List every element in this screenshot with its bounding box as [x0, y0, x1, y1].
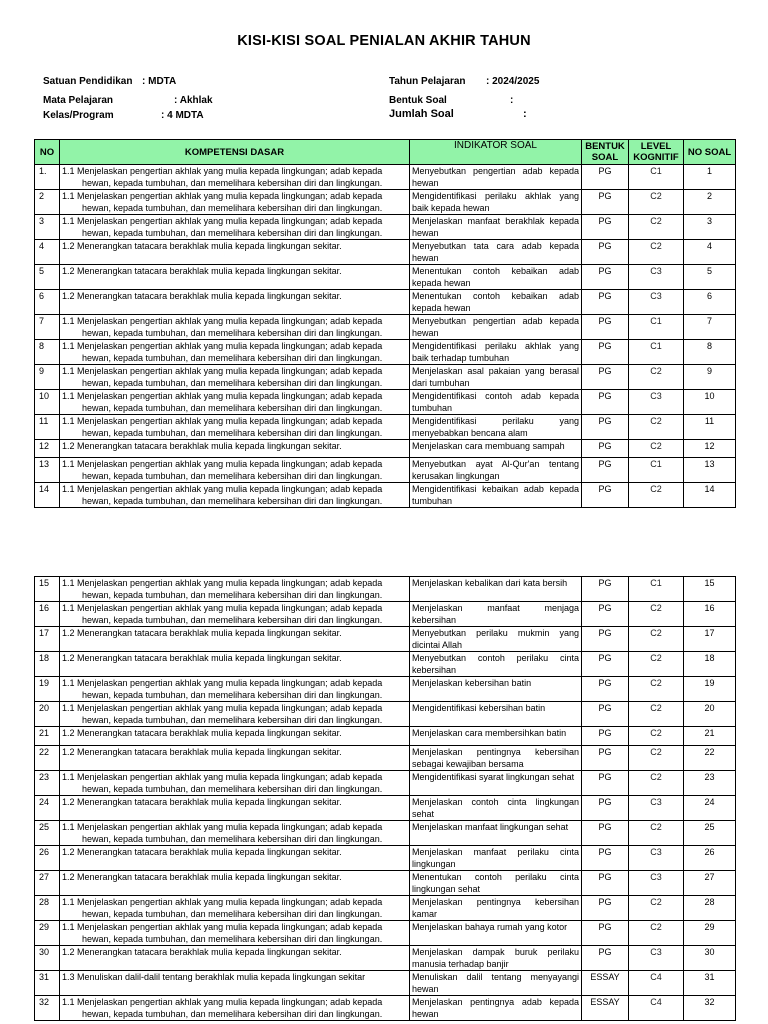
row-no: 23 [35, 771, 60, 796]
table-row [35, 340, 736, 365]
row-no-soal: 23 [684, 771, 736, 796]
row-level-kognitif: C3 [629, 796, 684, 821]
kd-line-1: 1.1 Menjelaskan pengertian akhlak yang mulia kepada lingkungan; adab kepada [62, 772, 383, 782]
tahun-label: Tahun Pelajaran [389, 76, 466, 87]
row-bentuk-soal: PG [582, 896, 629, 921]
row-bentuk-soal: PG [582, 627, 629, 652]
kd-line-1: 1.1 Menjelaskan pengertian akhlak yang mulia kepada lingkungan; adab kepada [62, 578, 383, 588]
kd-line-2: hewan, kepada tumbuhan, dan memelihara kebersihan diri dan lingkungan. [82, 1009, 383, 1019]
row-level-kognitif: C1 [629, 165, 684, 190]
row-kompetensi-dasar [60, 677, 410, 702]
row-indikator-soal: Menjelaskan contoh cinta lingkungan sehat [410, 796, 582, 821]
row-bentuk-soal: ESSAY [582, 971, 629, 996]
row-bentuk-soal: PG [582, 796, 629, 821]
row-no-soal: 20 [684, 702, 736, 727]
row-kompetensi-dasar [60, 315, 410, 340]
row-kompetensi-dasar [60, 702, 410, 727]
table-row [35, 846, 736, 871]
row-bentuk-soal: PG [582, 921, 629, 946]
row-indikator-soal: Menyebutkan contoh perilaku cinta kebersihan [410, 652, 582, 677]
row-bentuk-soal: PG [582, 846, 629, 871]
row-kompetensi-dasar [60, 871, 410, 896]
bentuk-value: : [510, 95, 514, 106]
kd-line-2: hewan, kepada tumbuhan, dan memelihara kebersihan diri dan lingkungan. [82, 328, 383, 338]
row-kompetensi-dasar [60, 240, 410, 265]
row-level-kognitif: C1 [629, 577, 684, 602]
kd-line-2: hewan, kepada tumbuhan, dan memelihara kebersihan diri dan lingkungan. [82, 590, 383, 600]
table-row [35, 702, 736, 727]
kd-line-1: 1.1 Menjelaskan pengertian akhlak yang mulia kepada lingkungan; adab kepada [62, 997, 383, 1007]
row-no: 3 [35, 215, 60, 240]
row-no-soal: 24 [684, 796, 736, 821]
row-kompetensi-dasar [60, 483, 410, 508]
row-kompetensi-dasar [60, 458, 410, 483]
mapel-label: Mata Pelajaran [43, 95, 114, 106]
row-kompetensi-dasar [60, 265, 410, 290]
row-indikator-soal: Menjelaskan manfaat lingkungan sehat [410, 821, 582, 846]
row-no-soal: 26 [684, 846, 736, 871]
row-level-kognitif: C1 [629, 458, 684, 483]
kd-line-1: 1.1 Menjelaskan pengertian akhlak yang mulia kepada lingkungan; adab kepada [62, 822, 383, 832]
kelas-value: : 4 MDTA [161, 110, 204, 121]
row-indikator-soal: Menyebutkan perilaku mukmin yang dicintai Allah [410, 627, 582, 652]
row-kompetensi-dasar [60, 602, 410, 627]
kd-line-1: 1.2 Menerangkan tatacara berakhlak mulia kepada lingkungan sekitar. [62, 266, 342, 276]
row-indikator-soal: Menjelaskan pentingnya kebersihan sebagai kewajiban bersama [410, 746, 582, 771]
row-level-kognitif: C3 [629, 871, 684, 896]
row-no: 1. [35, 165, 60, 190]
bentuk-label: Bentuk Soal [389, 95, 447, 106]
row-bentuk-soal: PG [582, 677, 629, 702]
row-indikator-soal: Menentukan contoh perilaku cinta lingkungan sehat [410, 871, 582, 896]
table-row [35, 746, 736, 771]
row-indikator-soal: Menyebutkan tata cara adab kepada hewan [410, 240, 582, 265]
row-no: 9 [35, 365, 60, 390]
row-bentuk-soal: PG [582, 390, 629, 415]
kd-line-2: hewan, kepada tumbuhan, dan memelihara kebersihan diri dan lingkungan. [82, 715, 383, 725]
row-kompetensi-dasar [60, 190, 410, 215]
table-row [35, 796, 736, 821]
row-no-soal: 2 [684, 190, 736, 215]
row-no: 19 [35, 677, 60, 702]
row-level-kognitif: C2 [629, 821, 684, 846]
kd-line-1: 1.2 Menerangkan tatacara berakhlak mulia kepada lingkungan sekitar. [62, 872, 342, 882]
row-indikator-soal: Mengidentifikasi contoh adab kepada tumbuhan [410, 390, 582, 415]
row-bentuk-soal: PG [582, 652, 629, 677]
row-level-kognitif: C2 [629, 652, 684, 677]
row-level-kognitif: C2 [629, 215, 684, 240]
row-no: 30 [35, 946, 60, 971]
jumlah-label: Jumlah Soal [389, 108, 454, 120]
row-kompetensi-dasar [60, 821, 410, 846]
row-level-kognitif: C2 [629, 771, 684, 796]
table-row [35, 365, 736, 390]
row-no-soal: 14 [684, 483, 736, 508]
row-no-soal: 19 [684, 677, 736, 702]
satuan-label: Satuan Pendidikan [43, 76, 133, 87]
table-row [35, 971, 736, 996]
row-indikator-soal: Menyebutkan pengertian adab kepada hewan [410, 165, 582, 190]
row-indikator-soal: Menuliskan dalil tentang menyayangi hewan [410, 971, 582, 996]
row-indikator-soal: Mengidentifikasi perilaku yang menyebabkan bencana alam [410, 415, 582, 440]
kd-line-1: 1.1 Menjelaskan pengertian akhlak yang mulia kepada lingkungan; adab kepada [62, 366, 383, 376]
row-kompetensi-dasar [60, 215, 410, 240]
row-level-kognitif: C2 [629, 365, 684, 390]
row-no: 24 [35, 796, 60, 821]
table-row [35, 440, 736, 458]
row-kompetensi-dasar [60, 440, 410, 458]
row-indikator-soal: Mengidentifikasi kebersihan batin [410, 702, 582, 727]
row-no-soal: 6 [684, 290, 736, 315]
row-kompetensi-dasar [60, 921, 410, 946]
table-row [35, 390, 736, 415]
kd-line-1: 1.2 Menerangkan tatacara berakhlak mulia kepada lingkungan sekitar. [62, 291, 342, 301]
row-kompetensi-dasar [60, 415, 410, 440]
kisi-kisi-table-page-2 [34, 576, 736, 1021]
row-no: 22 [35, 746, 60, 771]
tahun-value: : 2024/2025 [486, 76, 540, 87]
row-no-soal: 27 [684, 871, 736, 896]
table-row [35, 627, 736, 652]
row-level-kognitif: C3 [629, 846, 684, 871]
kd-line-2: hewan, kepada tumbuhan, dan memelihara kebersihan diri dan lingkungan. [82, 428, 383, 438]
kd-line-1: 1.1 Menjelaskan pengertian akhlak yang mulia kepada lingkungan; adab kepada [62, 416, 383, 426]
row-kompetensi-dasar [60, 627, 410, 652]
header-kompetensi-dasar: KOMPETENSI DASAR [60, 140, 410, 165]
row-level-kognitif: C2 [629, 440, 684, 458]
row-kompetensi-dasar [60, 796, 410, 821]
row-indikator-soal: Mengidentifikasi syarat lingkungan sehat [410, 771, 582, 796]
row-bentuk-soal: PG [582, 265, 629, 290]
kisi-kisi-table-page-1 [34, 139, 736, 508]
row-no-soal: 5 [684, 265, 736, 290]
row-no: 17 [35, 627, 60, 652]
row-level-kognitif: C2 [629, 602, 684, 627]
row-no-soal: 9 [684, 365, 736, 390]
row-indikator-soal: Menjelaskan pentingnya kebersihan kamar [410, 896, 582, 921]
row-no-soal: 22 [684, 746, 736, 771]
row-bentuk-soal: PG [582, 365, 629, 390]
row-indikator-soal: Menjelaskan dampak buruk perilaku manusia terhadap banjir [410, 946, 582, 971]
row-no: 7 [35, 315, 60, 340]
row-indikator-soal: Menjelaskan cara membuang sampah [410, 440, 582, 458]
kd-line-1: 1.2 Menerangkan tatacara berakhlak mulia kepada lingkungan sekitar. [62, 628, 342, 638]
row-no: 31 [35, 971, 60, 996]
kd-line-2: hewan, kepada tumbuhan, dan memelihara kebersihan diri dan lingkungan. [82, 690, 383, 700]
row-no: 26 [35, 846, 60, 871]
kd-line-2: hewan, kepada tumbuhan, dan memelihara kebersihan diri dan lingkungan. [82, 784, 383, 794]
row-bentuk-soal: PG [582, 771, 629, 796]
row-kompetensi-dasar [60, 846, 410, 871]
row-no: 15 [35, 577, 60, 602]
kd-line-2: hewan, kepada tumbuhan, dan memelihara kebersihan diri dan lingkungan. [82, 834, 383, 844]
table-row [35, 821, 736, 846]
row-level-kognitif: C2 [629, 240, 684, 265]
row-kompetensi-dasar [60, 290, 410, 315]
header-no-soal: NO SOAL [684, 140, 736, 165]
table-row [35, 652, 736, 677]
row-bentuk-soal: PG [582, 190, 629, 215]
row-no-soal: 13 [684, 458, 736, 483]
row-kompetensi-dasar [60, 390, 410, 415]
row-level-kognitif: C2 [629, 415, 684, 440]
row-bentuk-soal: PG [582, 871, 629, 896]
row-bentuk-soal: PG [582, 165, 629, 190]
kd-line-1: 1.2 Menerangkan tatacara berakhlak mulia kepada lingkungan sekitar. [62, 241, 342, 251]
row-indikator-soal: Menjelaskan manfaat menjaga kebersihan [410, 602, 582, 627]
row-no: 10 [35, 390, 60, 415]
kd-line-1: 1.1 Menjelaskan pengertian akhlak yang mulia kepada lingkungan; adab kepada [62, 216, 383, 226]
table-row [35, 771, 736, 796]
kd-line-2: hewan, kepada tumbuhan, dan memelihara kebersihan diri dan lingkungan. [82, 496, 383, 506]
mapel-value: : Akhlak [174, 95, 213, 106]
row-kompetensi-dasar [60, 365, 410, 390]
row-level-kognitif: C2 [629, 677, 684, 702]
row-level-kognitif: C2 [629, 896, 684, 921]
row-indikator-soal: Menjelaskan kebersihan batin [410, 677, 582, 702]
row-bentuk-soal: PG [582, 946, 629, 971]
kd-line-1: 1.1 Menjelaskan pengertian akhlak yang mulia kepada lingkungan; adab kepada [62, 191, 383, 201]
kd-line-2: hewan, kepada tumbuhan, dan memelihara kebersihan diri dan lingkungan. [82, 178, 383, 188]
row-no-soal: 8 [684, 340, 736, 365]
row-bentuk-soal: ESSAY [582, 996, 629, 1021]
row-bentuk-soal: PG [582, 240, 629, 265]
table-row [35, 921, 736, 946]
table-row [35, 727, 736, 746]
kd-line-1: 1.3 Menuliskan dalil-dalil tentang berakhlak mulia kepada lingkungan sekitar [62, 972, 366, 982]
row-indikator-soal: Menyebutkan pengertian adab kepada hewan [410, 315, 582, 340]
row-no-soal: 17 [684, 627, 736, 652]
row-bentuk-soal: PG [582, 215, 629, 240]
row-no-soal: 7 [684, 315, 736, 340]
row-no: 28 [35, 896, 60, 921]
table-row [35, 946, 736, 971]
row-no: 27 [35, 871, 60, 896]
table-row [35, 458, 736, 483]
row-kompetensi-dasar [60, 996, 410, 1021]
kd-line-1: 1.1 Menjelaskan pengertian akhlak yang mulia kepada lingkungan; adab kepada [62, 166, 383, 176]
row-no: 29 [35, 921, 60, 946]
row-kompetensi-dasar [60, 652, 410, 677]
row-no: 12 [35, 440, 60, 458]
row-level-kognitif: C3 [629, 946, 684, 971]
kd-line-2: hewan, kepada tumbuhan, dan memelihara kebersihan diri dan lingkungan. [82, 228, 383, 238]
kd-line-1: 1.1 Menjelaskan pengertian akhlak yang mulia kepada lingkungan; adab kepada [62, 341, 383, 351]
row-indikator-soal: Menjelaskan kebalikan dari kata bersih [410, 577, 582, 602]
kd-line-1: 1.2 Menerangkan tatacara berakhlak mulia kepada lingkungan sekitar. [62, 441, 342, 451]
row-level-kognitif: C3 [629, 265, 684, 290]
row-bentuk-soal: PG [582, 458, 629, 483]
row-bentuk-soal: PG [582, 577, 629, 602]
row-level-kognitif: C2 [629, 746, 684, 771]
row-bentuk-soal: PG [582, 727, 629, 746]
row-no: 11 [35, 415, 60, 440]
header-indikator-soal: INDIKATOR SOAL [410, 140, 582, 165]
row-no: 16 [35, 602, 60, 627]
satuan-value: : MDTA [142, 76, 177, 87]
row-level-kognitif: C2 [629, 702, 684, 727]
kd-line-2: hewan, kepada tumbuhan, dan memelihara kebersihan diri dan lingkungan. [82, 378, 383, 388]
kd-line-2: hewan, kepada tumbuhan, dan memelihara kebersihan diri dan lingkungan. [82, 353, 383, 363]
row-bentuk-soal: PG [582, 483, 629, 508]
row-no-soal: 1 [684, 165, 736, 190]
row-no: 8 [35, 340, 60, 365]
table-row [35, 896, 736, 921]
row-bentuk-soal: PG [582, 702, 629, 727]
table-row [35, 996, 736, 1021]
kd-line-1: 1.2 Menerangkan tatacara berakhlak mulia kepada lingkungan sekitar. [62, 797, 342, 807]
kd-line-1: 1.1 Menjelaskan pengertian akhlak yang mulia kepada lingkungan; adab kepada [62, 316, 383, 326]
row-bentuk-soal: PG [582, 290, 629, 315]
table-row [35, 265, 736, 290]
row-indikator-soal: Mengidentifikasi perilaku akhlak yang baik kepada hewan [410, 190, 582, 215]
kd-line-1: 1.1 Menjelaskan pengertian akhlak yang mulia kepada lingkungan; adab kepada [62, 678, 383, 688]
row-no: 20 [35, 702, 60, 727]
row-no-soal: 3 [684, 215, 736, 240]
row-no-soal: 12 [684, 440, 736, 458]
row-indikator-soal: Menentukan contoh kebaikan adab kepada hewan [410, 290, 582, 315]
document-title: KISI-KISI SOAL PENIALAN AKHIR TAHUN [237, 33, 531, 49]
row-bentuk-soal: PG [582, 415, 629, 440]
row-kompetensi-dasar [60, 946, 410, 971]
kd-line-2: hewan, kepada tumbuhan, dan memelihara kebersihan diri dan lingkungan. [82, 203, 383, 213]
row-bentuk-soal: PG [582, 821, 629, 846]
kelas-label: Kelas/Program [43, 110, 114, 121]
row-bentuk-soal: PG [582, 440, 629, 458]
header-no: NO [35, 140, 60, 165]
kd-line-1: 1.1 Menjelaskan pengertian akhlak yang mulia kepada lingkungan; adab kepada [62, 484, 383, 494]
row-level-kognitif: C3 [629, 290, 684, 315]
row-no: 2 [35, 190, 60, 215]
kd-line-2: hewan, kepada tumbuhan, dan memelihara kebersihan diri dan lingkungan. [82, 615, 383, 625]
row-indikator-soal: Menjelaskan manfaat perilaku cinta lingkungan [410, 846, 582, 871]
row-bentuk-soal: PG [582, 602, 629, 627]
row-no-soal: 18 [684, 652, 736, 677]
row-no: 5 [35, 265, 60, 290]
kd-line-1: 1.2 Menerangkan tatacara berakhlak mulia kepada lingkungan sekitar. [62, 947, 342, 957]
row-no: 14 [35, 483, 60, 508]
kd-line-1: 1.1 Menjelaskan pengertian akhlak yang mulia kepada lingkungan; adab kepada [62, 922, 383, 932]
row-no-soal: 28 [684, 896, 736, 921]
row-no-soal: 15 [684, 577, 736, 602]
row-level-kognitif: C2 [629, 190, 684, 215]
table-row [35, 290, 736, 315]
kd-line-1: 1.1 Menjelaskan pengertian akhlak yang mulia kepada lingkungan; adab kepada [62, 391, 383, 401]
kd-line-1: 1.2 Menerangkan tatacara berakhlak mulia kepada lingkungan sekitar. [62, 847, 342, 857]
row-kompetensi-dasar [60, 746, 410, 771]
kd-line-1: 1.1 Menjelaskan pengertian akhlak yang mulia kepada lingkungan; adab kepada [62, 459, 383, 469]
table-row [35, 415, 736, 440]
row-no: 4 [35, 240, 60, 265]
row-no-soal: 25 [684, 821, 736, 846]
kd-line-1: 1.2 Menerangkan tatacara berakhlak mulia kepada lingkungan sekitar. [62, 728, 342, 738]
kd-line-1: 1.1 Menjelaskan pengertian akhlak yang mulia kepada lingkungan; adab kepada [62, 897, 383, 907]
row-kompetensi-dasar [60, 727, 410, 746]
row-indikator-soal: Menyebutkan ayat Al-Qur'an tentang kerusakan lingkungan [410, 458, 582, 483]
table-row [35, 577, 736, 602]
row-indikator-soal: Menjelaskan cara membersihkan batin [410, 727, 582, 746]
row-no-soal: 11 [684, 415, 736, 440]
row-no-soal: 21 [684, 727, 736, 746]
row-kompetensi-dasar [60, 165, 410, 190]
row-no: 21 [35, 727, 60, 746]
header-bentuk-soal: BENTUK SOAL [582, 140, 629, 165]
row-level-kognitif: C4 [629, 971, 684, 996]
row-indikator-soal: Menjelaskan bahaya rumah yang kotor [410, 921, 582, 946]
row-no-soal: 10 [684, 390, 736, 415]
row-no-soal: 29 [684, 921, 736, 946]
row-level-kognitif: C2 [629, 627, 684, 652]
row-no: 25 [35, 821, 60, 846]
row-level-kognitif: C1 [629, 340, 684, 365]
table-row [35, 315, 736, 340]
row-level-kognitif: C4 [629, 996, 684, 1021]
row-bentuk-soal: PG [582, 340, 629, 365]
row-level-kognitif: C2 [629, 921, 684, 946]
row-no-soal: 4 [684, 240, 736, 265]
table-row [35, 190, 736, 215]
row-kompetensi-dasar [60, 896, 410, 921]
header-level-kognitif: LEVEL KOGNITIF [629, 140, 684, 165]
row-no-soal: 30 [684, 946, 736, 971]
table-row [35, 483, 736, 508]
row-indikator-soal: Menjelaskan pentingnya adab kepada hewan [410, 996, 582, 1021]
row-no: 32 [35, 996, 60, 1021]
kd-line-2: hewan, kepada tumbuhan, dan memelihara kebersihan diri dan lingkungan. [82, 403, 383, 413]
row-indikator-soal: Menjelaskan asal pakaian yang berasal dari tumbuhan [410, 365, 582, 390]
row-bentuk-soal: PG [582, 746, 629, 771]
row-no-soal: 31 [684, 971, 736, 996]
row-kompetensi-dasar [60, 577, 410, 602]
row-no: 18 [35, 652, 60, 677]
row-no: 13 [35, 458, 60, 483]
table-row [35, 602, 736, 627]
table-row [35, 240, 736, 265]
row-indikator-soal: Menjelaskan manfaat berakhlak kepada hewan [410, 215, 582, 240]
kd-line-2: hewan, kepada tumbuhan, dan memelihara kebersihan diri dan lingkungan. [82, 909, 383, 919]
row-level-kognitif: C1 [629, 315, 684, 340]
row-kompetensi-dasar [60, 771, 410, 796]
table-row [35, 677, 736, 702]
row-bentuk-soal: PG [582, 315, 629, 340]
kd-line-1: 1.1 Menjelaskan pengertian akhlak yang mulia kepada lingkungan; adab kepada [62, 603, 383, 613]
row-kompetensi-dasar [60, 340, 410, 365]
row-level-kognitif: C2 [629, 483, 684, 508]
table-row [35, 165, 736, 190]
kd-line-2: hewan, kepada tumbuhan, dan memelihara kebersihan diri dan lingkungan. [82, 471, 383, 481]
kd-line-1: 1.1 Menjelaskan pengertian akhlak yang mulia kepada lingkungan; adab kepada [62, 703, 383, 713]
row-indikator-soal: Mengidentifikasi kebaikan adab kepada tumbuhan [410, 483, 582, 508]
row-no-soal: 32 [684, 996, 736, 1021]
row-indikator-soal: Menentukan contoh kebaikan adab kepada hewan [410, 265, 582, 290]
row-no: 6 [35, 290, 60, 315]
row-kompetensi-dasar [60, 971, 410, 996]
table-row [35, 871, 736, 896]
kd-line-1: 1.2 Menerangkan tatacara berakhlak mulia kepada lingkungan sekitar. [62, 747, 342, 757]
row-no-soal: 16 [684, 602, 736, 627]
table-row [35, 215, 736, 240]
row-level-kognitif: C2 [629, 727, 684, 746]
row-indikator-soal: Mengidentifikasi perilaku akhlak yang baik terhadap tumbuhan [410, 340, 582, 365]
jumlah-value: : [523, 108, 527, 120]
kd-line-2: hewan, kepada tumbuhan, dan memelihara kebersihan diri dan lingkungan. [82, 934, 383, 944]
kd-line-1: 1.2 Menerangkan tatacara berakhlak mulia kepada lingkungan sekitar. [62, 653, 342, 663]
row-level-kognitif: C3 [629, 390, 684, 415]
